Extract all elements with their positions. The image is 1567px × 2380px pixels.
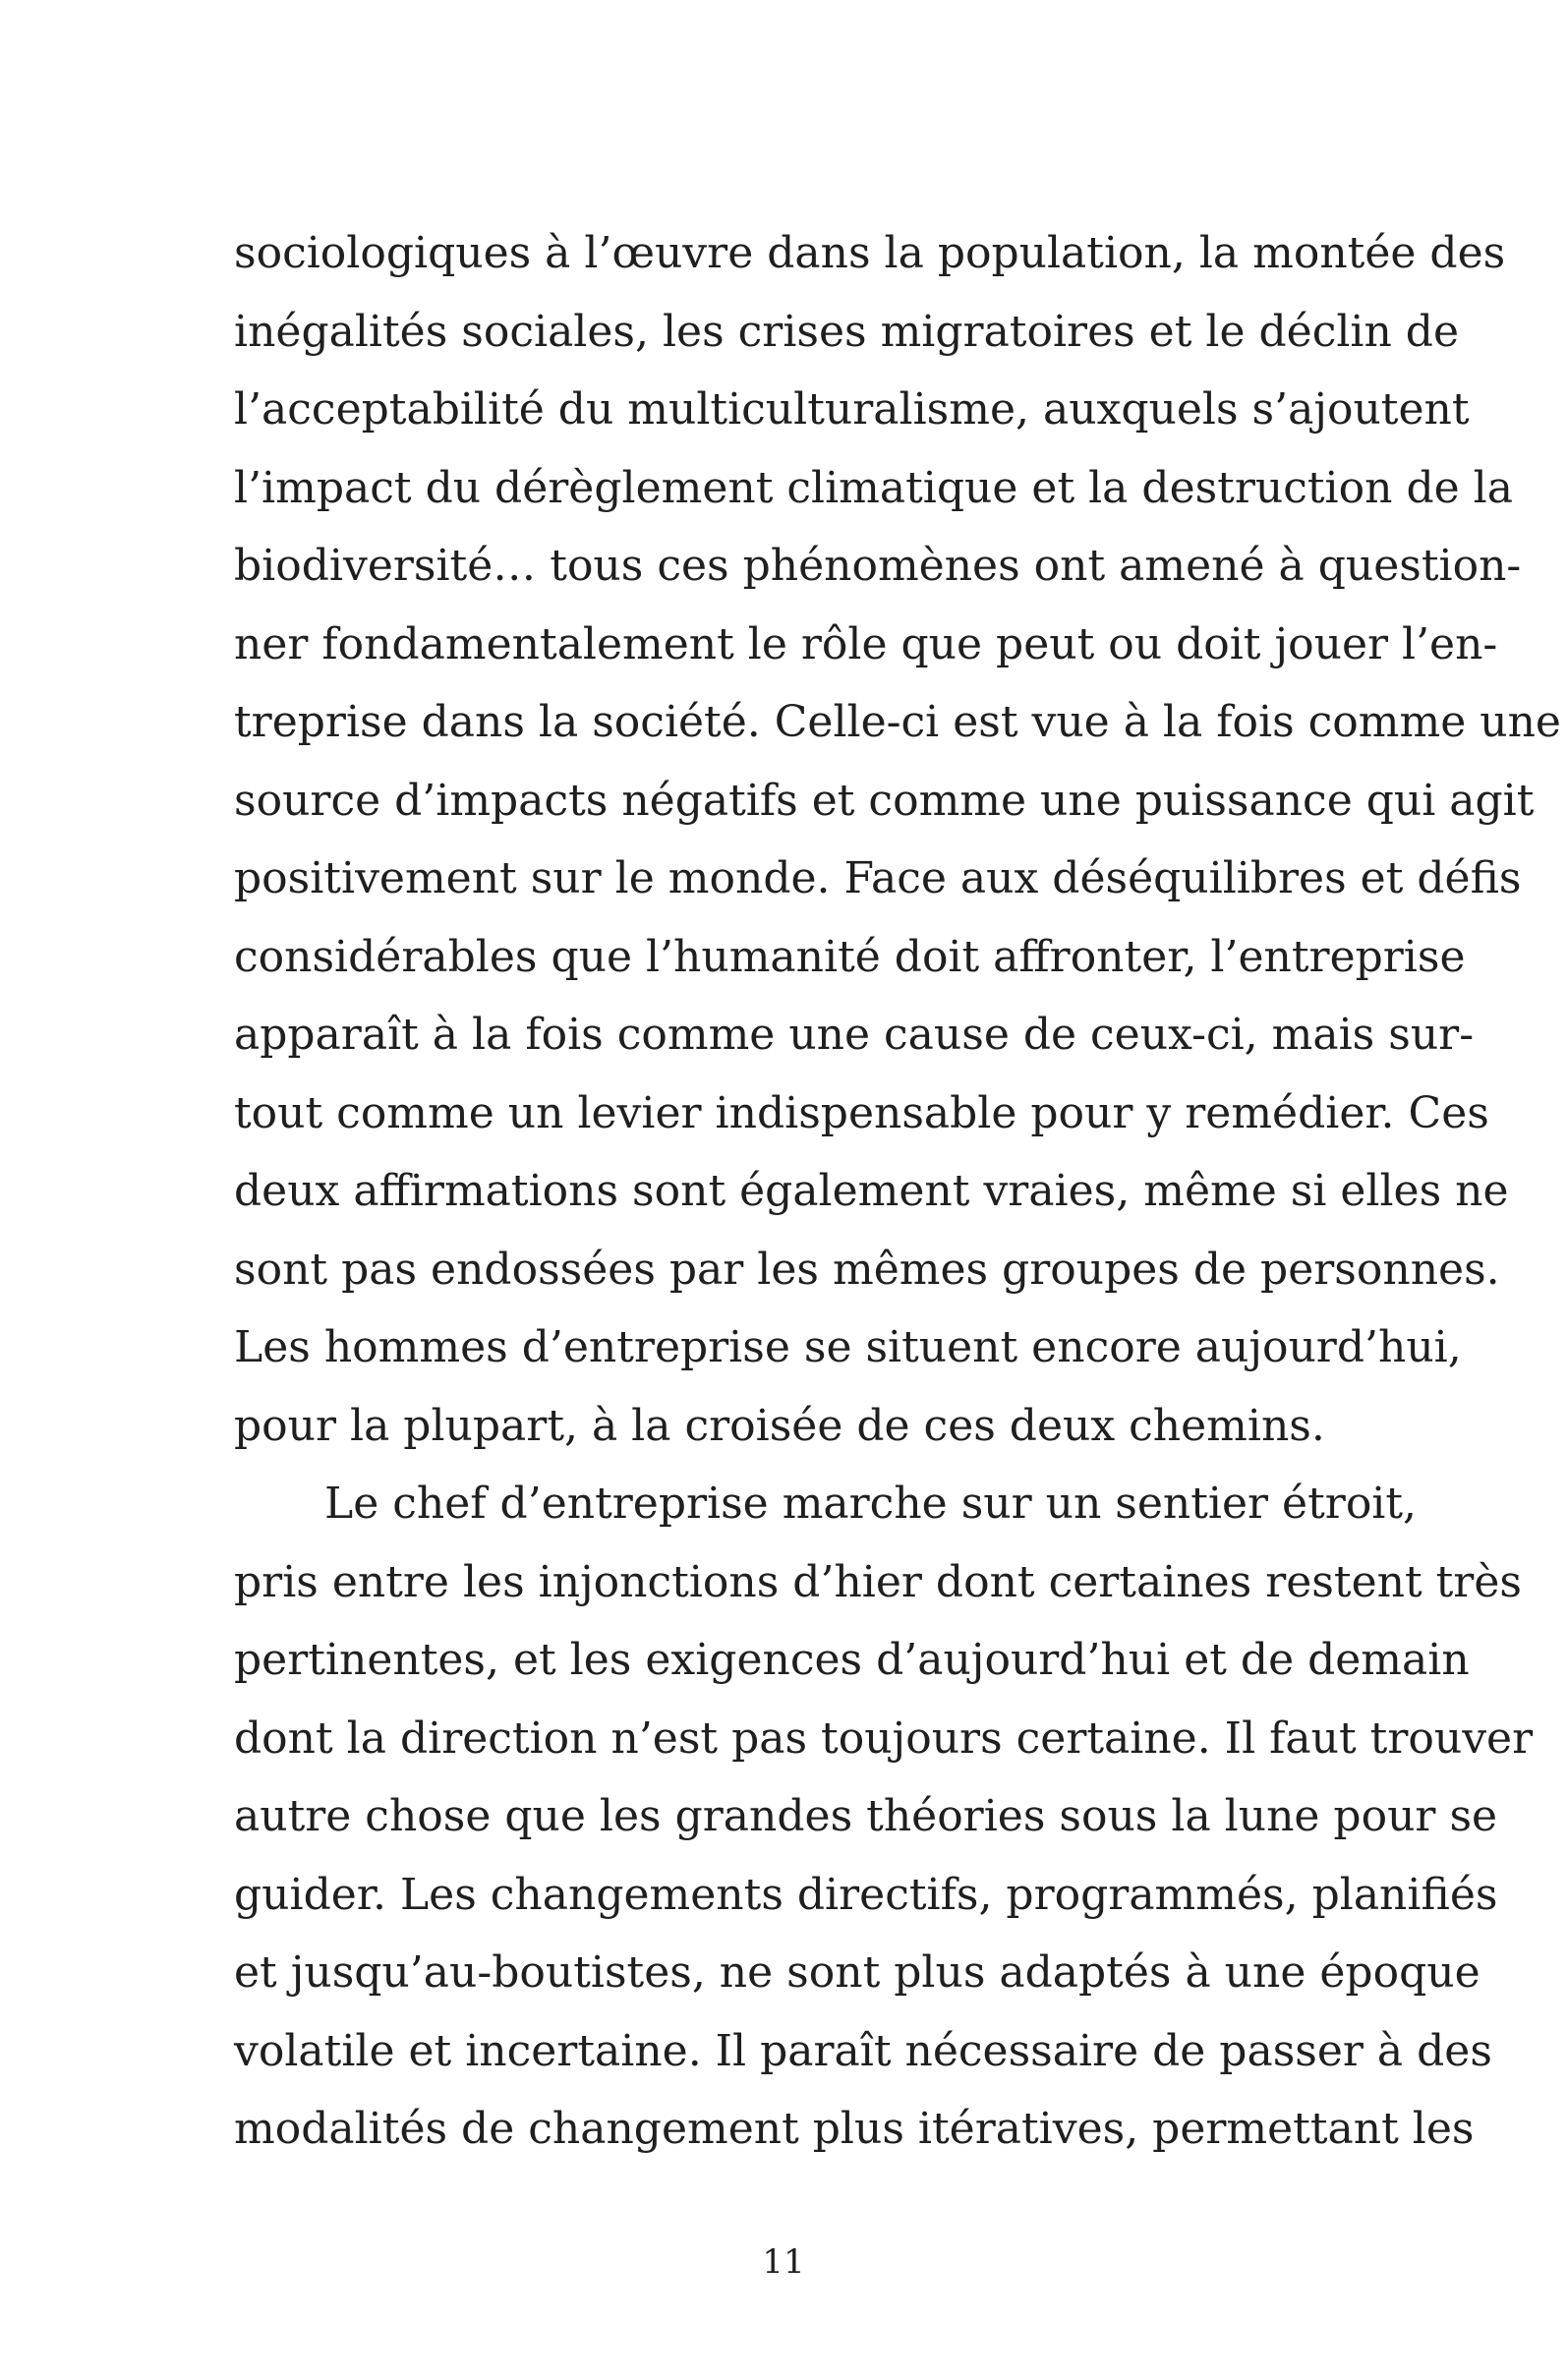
text-line: apparaît à la fois comme une cause de ceux-ci, mais sur- [234,1010,1475,1060]
text-line: pertinentes, et les exigences d’aujourd’hui et de demain [234,1635,1470,1685]
text-line: positivement sur le monde. Face aux déséquilibres et défis [234,853,1522,903]
paragraph-2 [234,1465,1534,2169]
text-line: sont pas endossées par les mêmes groupes de personnes. [234,1244,1500,1295]
text-line: source d’impacts négatifs et comme une puissance qui agit [234,775,1535,826]
body-text [234,214,1561,2169]
text-line: pris entre les injonctions d’hier dont certaines restent très [234,1556,1522,1607]
text-line: et jusqu’au-boutistes, ne sont plus adaptés à une époque [234,1947,1480,1998]
paragraph-1 [234,214,1561,1465]
text-line: pour la plupart, à la croisée de ces deux chemins. [234,1400,1325,1451]
text-line: Les hommes d’entreprise se situent encore aujourd’hui, [234,1322,1462,1372]
text-line: tout comme un levier indispensable pour y remédier. Ces [234,1087,1489,1138]
text-line: treprise dans la société. Celle-ci est vue à la fois comme une [234,697,1561,747]
text-line: autre chose que les grandes théories sous la lune pour se [234,1791,1498,1841]
text-line: Le chef d’entreprise marche sur un sentier étroit, [324,1479,1418,1529]
text-line: l’acceptabilité du multiculturalisme, auxquels s’ajoutent [234,384,1470,435]
text-line: sociologiques à l’œuvre dans la population, la montée des [234,228,1506,278]
text-line: l’impact du dérèglement climatique et la destruction de la [234,462,1513,513]
text-line: considérables que l’humanité doit affronter, l’entreprise [234,931,1466,982]
text-line: biodiversité… tous ces phénomènes ont amené à question- [234,541,1522,591]
text-line: volatile et incertaine. Il paraît nécessaire de passer à des [234,2025,1492,2076]
text-line: dont la direction n’est pas toujours certaine. Il faut trouver [234,1712,1534,1764]
text-line: inégalités sociales, les crises migratoires et le déclin de [234,306,1460,357]
text-line: modalités de changement plus itératives, permettant les [234,2104,1475,2154]
text-line: guider. Les changements directifs, programmés, planifiés [234,1869,1498,1920]
text-line: ner fondamentalement le rôle que peut ou doit jouer l’en- [234,618,1498,669]
text-line: deux affirmations sont également vraies, même si elles ne [234,1166,1509,1216]
page-number: 11 [762,2242,805,2282]
